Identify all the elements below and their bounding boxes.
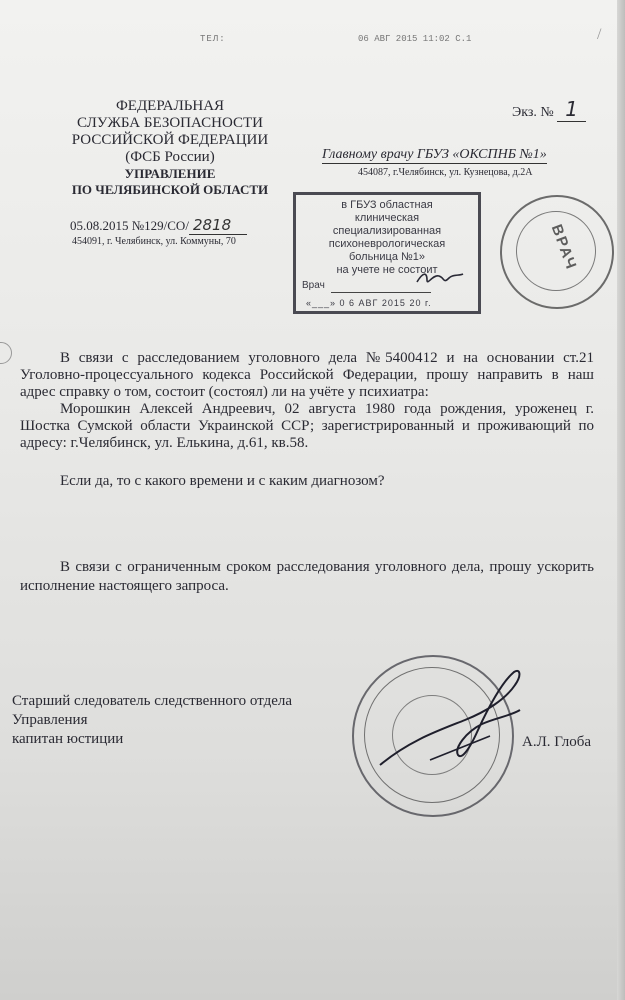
stamp-word: ВРАЧ: [547, 222, 581, 273]
stamp-line: специализированная: [332, 225, 442, 237]
outgoing-reference: [70, 216, 247, 235]
stamp-date: «___» 0 6 АВГ 2015 20 г.: [306, 298, 432, 308]
corner-mark: /: [597, 26, 602, 43]
page-edge: [617, 0, 625, 1000]
signer-position: [12, 692, 292, 749]
org-line: СЛУЖБА БЕЗОПАСНОСТИ: [77, 115, 263, 131]
letter-body: [20, 350, 594, 452]
subject-paragraph: Морошкин Алексей Андреевич, 02 августа 1980 года рождения, уроженец г. Шостка Сумской области Украинской ССР; зарегистрированный и проживающий по адресу: г.Челябинск, ул. Елькина, д.61, кв.58.: [20, 401, 594, 451]
recipient-title: Главному врачу ГБУЗ «ОКСПНБ №1»: [322, 147, 547, 162]
sender-address: 454091, г. Челябинск, ул. Коммуны, 70: [72, 236, 236, 247]
copy-number-handwritten: 1: [557, 97, 586, 122]
urgency-paragraph: В связи с ограниченным сроком расследования уголовного дела, прошу ускорить исполнение настоящего запроса.: [20, 559, 594, 594]
reference-prefix: 05.08.2015 №129/СО/: [70, 218, 189, 233]
org-line: ФЕДЕРАЛЬНАЯ: [115, 98, 225, 114]
fax-header-left: ТЕЛ:: [200, 34, 226, 44]
stamp-line: психоневрологическая: [328, 238, 446, 250]
stamp-line: на учете не состоит: [336, 264, 438, 276]
registration-stamp: [293, 192, 481, 314]
doctor-signature: [415, 268, 465, 290]
position-line: Управления: [12, 712, 88, 728]
stamp-line: клиническая: [354, 212, 420, 224]
copy-number: [512, 97, 586, 121]
question-line: Если да, то с какого времени и с каким диагнозом?: [60, 473, 385, 489]
fax-header-right: 06 АВГ 2015 11:02 С.1: [358, 34, 472, 44]
sender-organization: [45, 98, 295, 166]
stamp-doctor-line: [331, 292, 431, 293]
investigator-signature: [370, 660, 540, 780]
position-line: Старший следователь следственного отдела: [12, 693, 293, 709]
position-line: капитан юстиции: [12, 731, 124, 747]
signer-name: А.Л. Глоба: [522, 734, 592, 750]
reference-handwritten-number: 2818: [189, 216, 247, 235]
recipient-address: 454087, г.Челябинск, ул. Кузнецова, д.2А: [358, 167, 533, 178]
stamp-line: больница №1»: [348, 251, 426, 263]
stamp-doctor-label: Врач: [302, 280, 325, 291]
request-paragraph: В связи с расследованием уголовного дела №5400412 и на основании ст.21 Уголовно-процессуального кодекса Российской Федерации, прошу направить в наш адрес справку о том, состоит (состоял) ли на учёте у психиатра:: [20, 350, 594, 400]
sender-department: [45, 166, 295, 198]
hospital-round-stamp: [500, 195, 614, 309]
dept-line: ПО ЧЕЛЯБИНСКОЙ ОБЛАСТИ: [71, 182, 269, 197]
org-line: РОССИЙСКОЙ ФЕДЕРАЦИИ: [71, 132, 269, 148]
copy-label: Экз. №: [512, 105, 554, 120]
dept-line: УПРАВЛЕНИЕ: [124, 166, 216, 181]
stamp-line: в ГБУЗ областная: [341, 199, 433, 211]
org-line: (ФСБ России): [125, 149, 215, 165]
